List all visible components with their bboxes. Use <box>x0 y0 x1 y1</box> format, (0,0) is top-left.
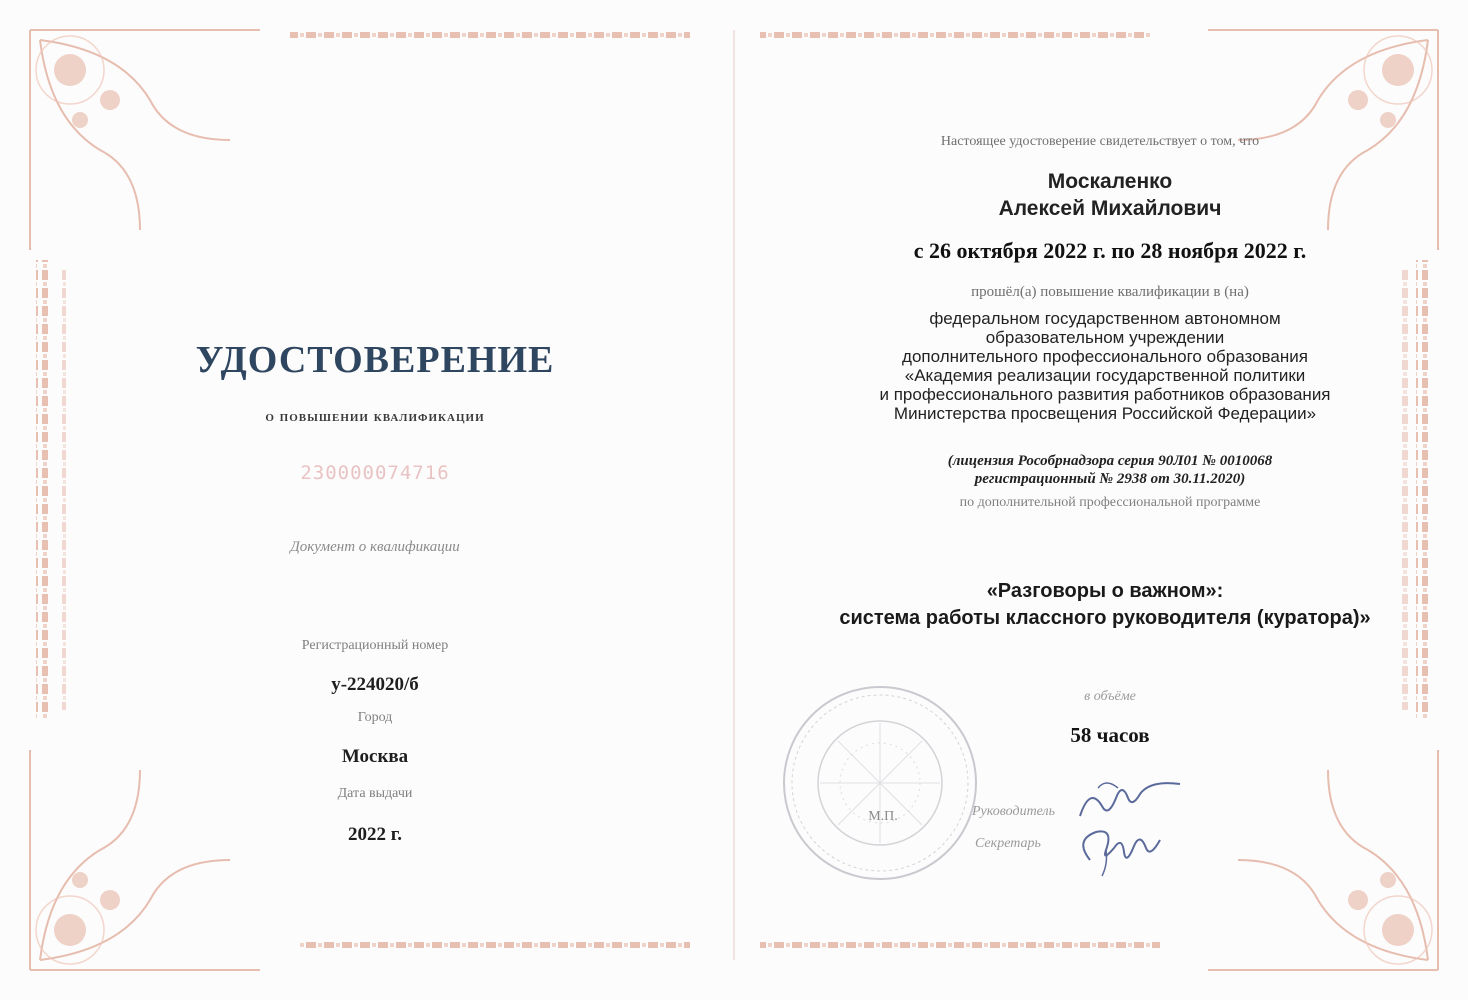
org-line: образовательном учреждении <box>985 328 1225 347</box>
org-line: федеральном государственном автономном <box>929 309 1281 328</box>
organization <box>790 309 1420 423</box>
city-label: Город <box>357 710 393 725</box>
volume-label: в объёме <box>1084 689 1136 704</box>
org-line: «Академия реализации государственной политики <box>904 366 1306 385</box>
head-label: Руководитель <box>972 804 1056 819</box>
program-title <box>760 578 1450 632</box>
official-seal-icon <box>780 683 980 883</box>
document-kind: Документ о квалификации <box>290 539 460 555</box>
license-line: регистрационный № 2938 от 30.11.2020) <box>974 471 1246 487</box>
hours: 58 часов <box>1070 723 1150 747</box>
license-line: (лицензия Рособрнадзора серия 90Л01 № 0010068 <box>947 453 1273 469</box>
recipient-given-names: Алексей Михайлович <box>998 197 1222 220</box>
license-info <box>820 452 1400 488</box>
serial-number: 230000074716 <box>300 462 450 484</box>
secretary-label: Секретарь <box>975 836 1041 851</box>
program-line: система работы классного руководителя (куратора)» <box>839 607 1371 629</box>
passed-text: прошёл(а) повышение квалификации в (на) <box>971 284 1249 300</box>
recipient-surname: Москаленко <box>1047 170 1173 193</box>
org-line: Министерства просвещения Российской Федерации» <box>893 404 1317 423</box>
org-line: и профессионального развития работников образования <box>879 385 1331 404</box>
head-signature-icon <box>1070 776 1190 826</box>
city: Москва <box>341 746 409 767</box>
org-line: дополнительного профессионального образования <box>902 347 1308 366</box>
reg-number: у-224020/б <box>331 674 419 695</box>
training-dates: с 26 октября 2022 г. по 28 ноября 2022 г. <box>913 238 1307 263</box>
issue-date-label: Дата выдачи <box>337 786 413 801</box>
recipient-name <box>900 168 1320 222</box>
stamp-place: М.П. <box>868 809 898 824</box>
issue-date: 2022 г. <box>348 824 402 845</box>
by-program-text: по дополнительной профессиональной программе <box>959 495 1261 510</box>
certificate-subtitle: о повышении квалификации <box>265 409 485 425</box>
secretary-signature-icon <box>1070 820 1170 880</box>
reg-number-label: Регистрационный номер <box>301 638 449 653</box>
certificate-title: УДОСТОВЕРЕНИЕ <box>195 339 555 381</box>
intro-text: Настоящее удостоверение свидетельствует о том, что <box>940 134 1260 149</box>
program-line: «Разговоры о важном»: <box>986 580 1224 602</box>
